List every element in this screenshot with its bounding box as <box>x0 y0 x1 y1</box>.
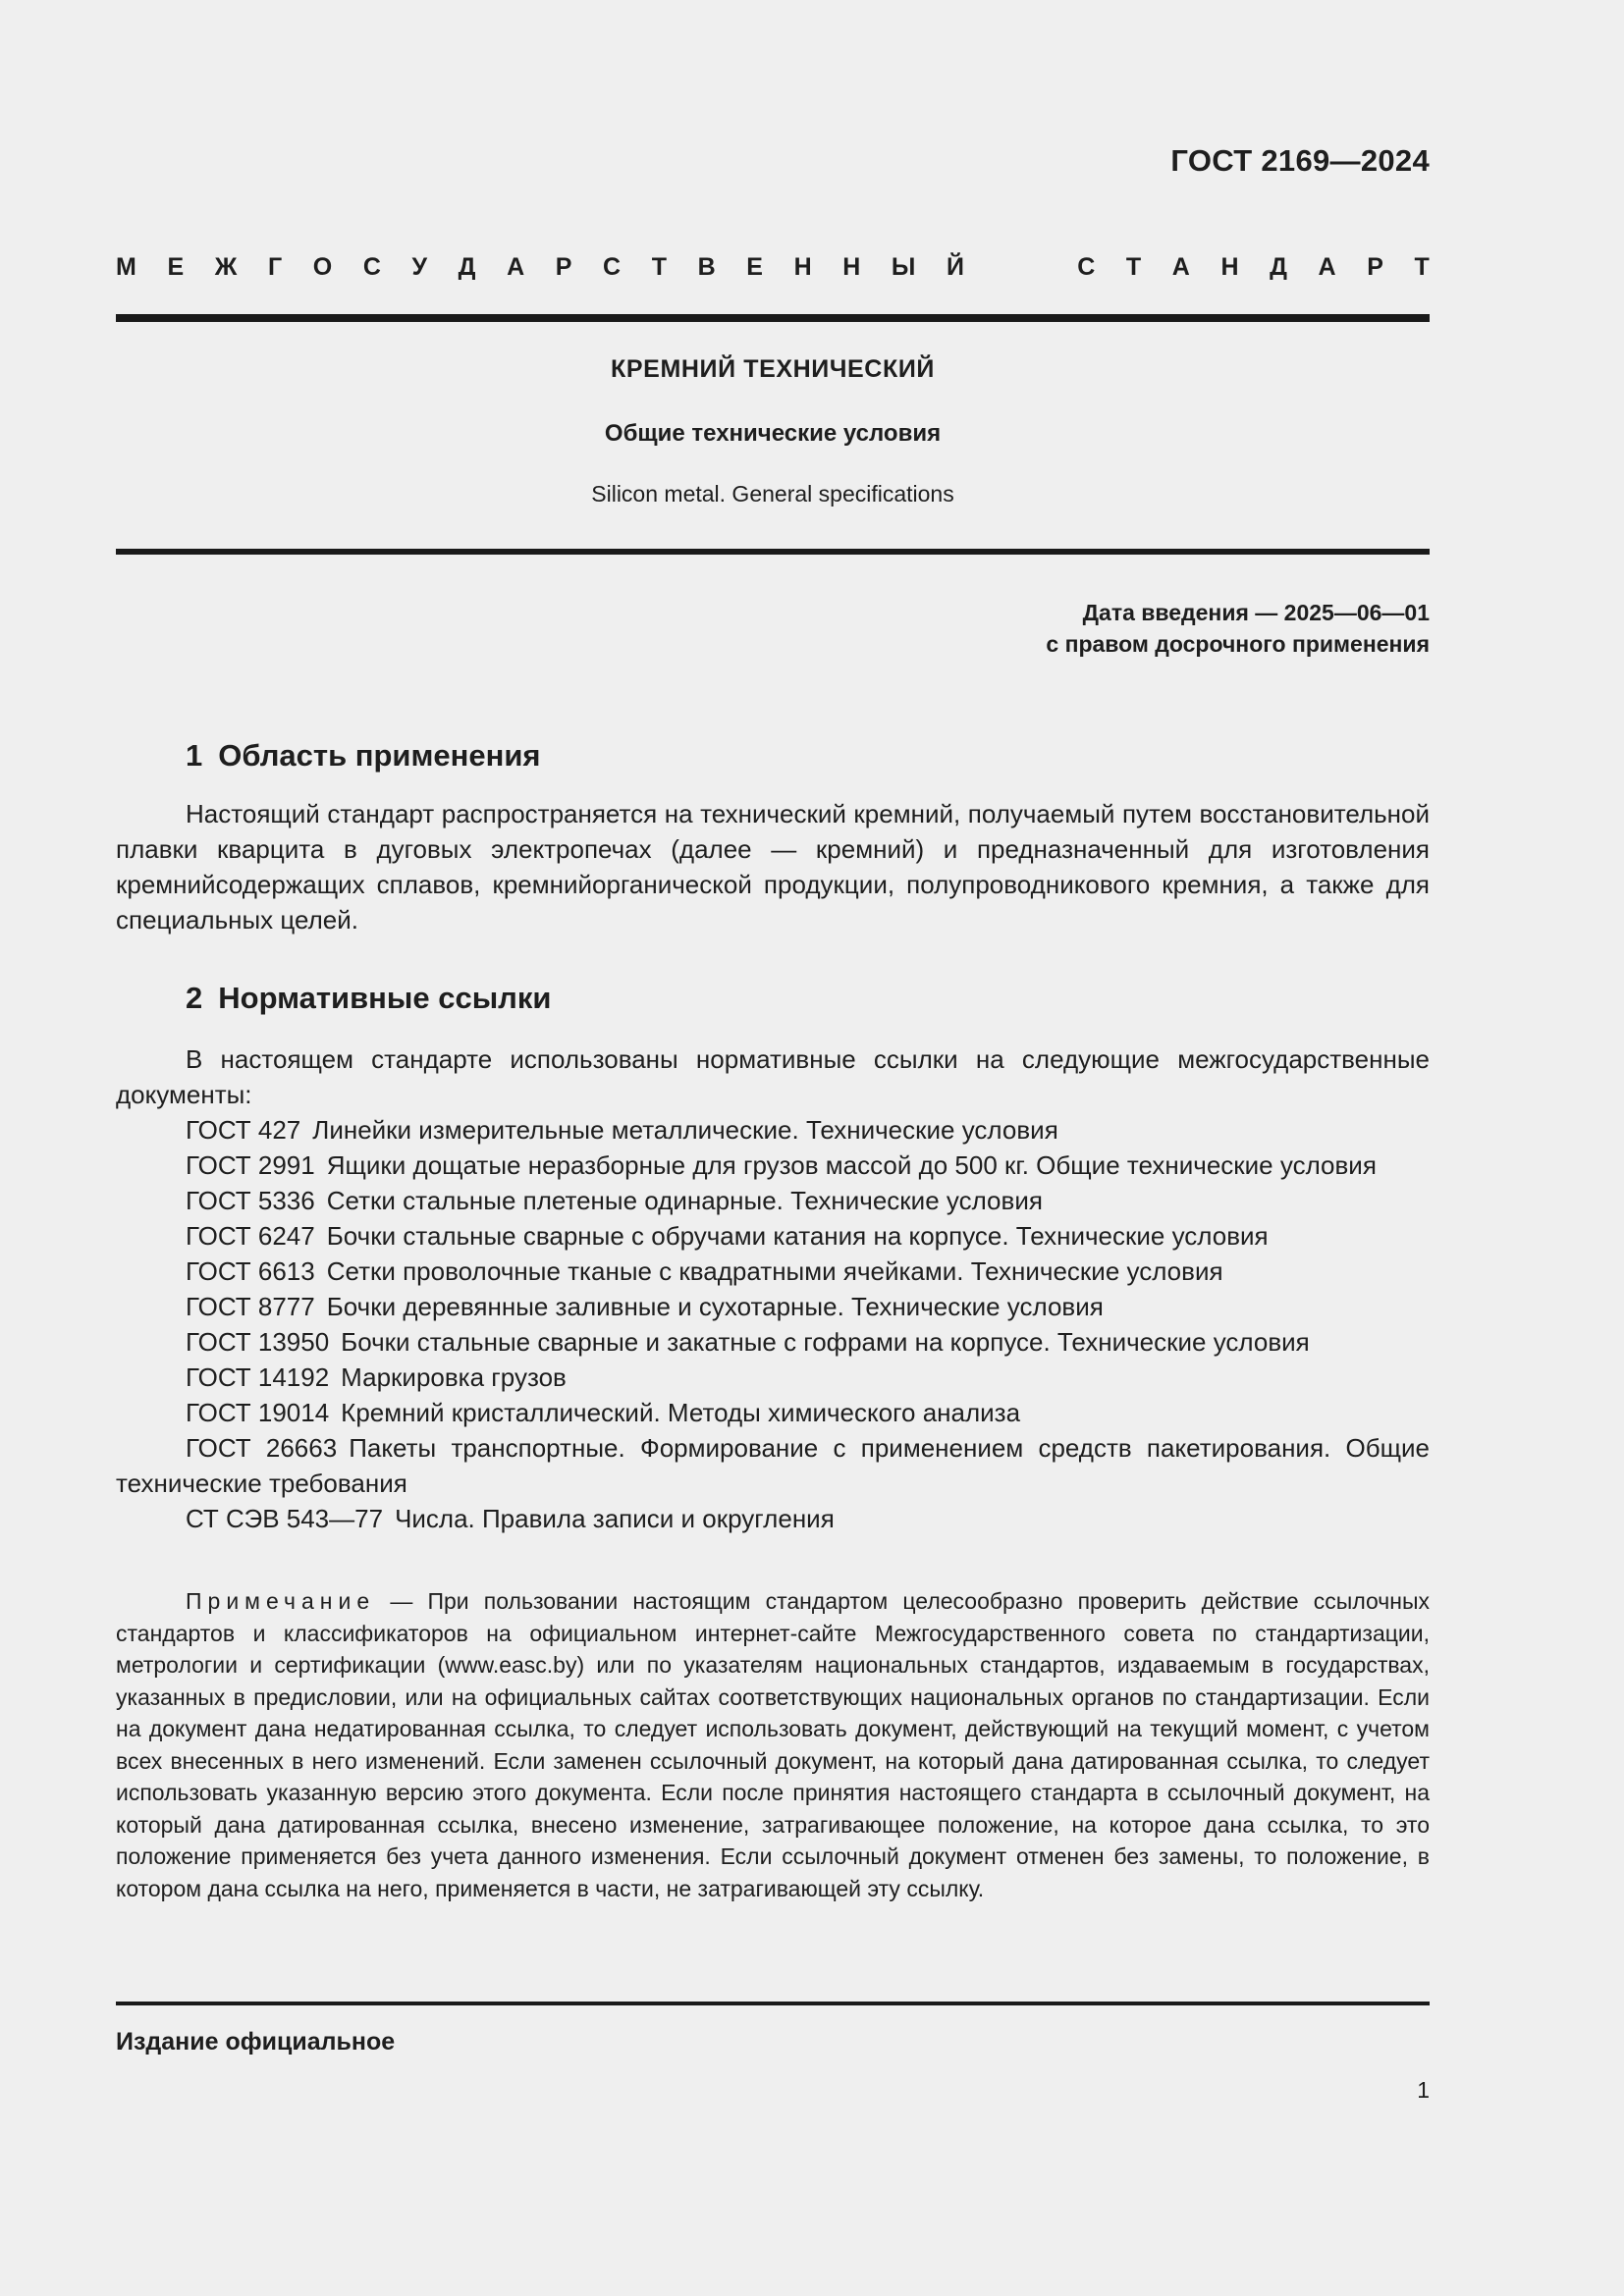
section-body <box>116 1041 1430 1112</box>
letter: Т <box>1414 253 1430 281</box>
reference-code: ГОСТ 19014 <box>186 1398 330 1427</box>
reference-title: Ящики дощатые неразборные для грузов массой до 500 кг. Общие технические условия <box>326 1150 1377 1180</box>
introduction-date <box>1046 597 1430 660</box>
reference-code: ГОСТ 8777 <box>186 1292 315 1321</box>
reference-code: ГОСТ 13950 <box>186 1327 330 1357</box>
letter: В <box>697 253 716 281</box>
document-subtitle: Общие технические условия <box>604 420 942 447</box>
page-number: 1 <box>1417 2077 1430 2103</box>
word-gap <box>996 253 1047 282</box>
letter: У <box>411 253 428 281</box>
list-item <box>116 1430 1430 1501</box>
paragraph: В настоящем стандарте использованы нормативные ссылки на следующие межгосударственные документы: <box>116 1044 1430 1109</box>
letter: О <box>312 253 333 281</box>
list-item <box>116 1289 1430 1324</box>
document-title-english: Silicon metal. General specifications <box>591 481 954 507</box>
letter: Н <box>793 253 812 281</box>
list-item <box>116 1112 1430 1148</box>
reference-title: Сетки проволочные тканые с квадратными ячейками. Технические условия <box>326 1256 1223 1286</box>
list-item <box>116 1395 1430 1430</box>
letter: С <box>362 253 381 281</box>
letter: С <box>1077 253 1096 281</box>
reference-code: ГОСТ 14192 <box>186 1362 330 1392</box>
letter: Д <box>458 253 476 281</box>
list-item <box>116 1148 1430 1183</box>
letter: Ж <box>214 253 238 281</box>
reference-code: ГОСТ 6247 <box>186 1221 315 1251</box>
letter: Е <box>746 253 763 281</box>
section-heading <box>186 738 541 774</box>
note <box>116 1585 1430 1904</box>
letter: Т <box>1125 253 1142 281</box>
letter: Ы <box>891 253 916 281</box>
reference-code: ГОСТ 427 <box>186 1115 301 1145</box>
section-title: Нормативные ссылки <box>218 981 552 1015</box>
section-title: Область применения <box>218 738 541 773</box>
reference-title: Кремний кристаллический. Методы химического анализа <box>341 1398 1021 1427</box>
title-divider <box>116 549 1430 555</box>
reference-code: ГОСТ 26663 <box>186 1433 338 1463</box>
reference-title: Числа. Правила записи и округления <box>395 1504 835 1533</box>
letter: А <box>507 253 525 281</box>
letter: Д <box>1270 253 1287 281</box>
section-body <box>116 796 1430 937</box>
reference-title: Пакеты транспортные. Формирование с применением средств пакетирования. Общие технические требования <box>116 1433 1430 1498</box>
letter: Й <box>947 253 964 281</box>
reference-code: СТ СЭВ 543—77 <box>186 1504 384 1533</box>
paragraph: Настоящий стандарт распространяется на технический кремний, получаемый путем восстановительной плавки кварцита в дуговых электропечах (далее — кремний) и предназначенный для изготовления кремнийсодержащих сплавов, кремнийорганической продукции, полупроводникового кремния, а также для специальных целей. <box>116 799 1430 934</box>
letter: А <box>1171 253 1190 281</box>
letter: Р <box>555 253 572 281</box>
list-item <box>116 1501 1430 1536</box>
letter: С <box>603 253 622 281</box>
list-item <box>116 1183 1430 1218</box>
reference-title: Сетки стальные плетеные одинарные. Технические условия <box>326 1186 1043 1215</box>
document-title: КРЕМНИЙ ТЕХНИЧЕСКИЙ <box>611 355 935 383</box>
letter: Т <box>651 253 667 281</box>
letter: А <box>1318 253 1336 281</box>
reference-code: ГОСТ 2991 <box>186 1150 315 1180</box>
list-item <box>116 1360 1430 1395</box>
list-item <box>116 1254 1430 1289</box>
letter: Н <box>1220 253 1239 281</box>
letter: Е <box>167 253 185 281</box>
early-application-line: с правом досрочного применения <box>1046 631 1430 657</box>
list-item <box>116 1218 1430 1254</box>
section-number: 1 <box>186 738 203 773</box>
list-item <box>116 1324 1430 1360</box>
document-number: ГОСТ 2169—2024 <box>1170 143 1430 178</box>
letter: М <box>116 253 136 281</box>
note-text: — При пользовании настоящим стандартом целесообразно проверить действие ссылочных стандартов и классификаторов на официальном интернет-сайте Межгосударственного совета по стандартизации, метрологии и сертификации (www.easc.by) или по указателям национальных стандартов, издаваемым в государствах, указанных в предисловии, или на официальных сайтах соответствующих национальных органов по стандартизации. Если на документ дана недатированная ссылка, то следует использовать документ, действующий на текущий момент, с учетом всех внесенных в него изменений. Если заменен ссылочный документ, на который дана датированная ссылка, то следует использовать указанную версию этого документа. Если после принятия настоящего стандарта в ссылочный документ, на который дана датированная ссылка, внесено изменение, затрагивающее положение, на которое дана ссылка, то это положение применяется без учета данного изменения. Если ссылочный документ отменен без замены, то положение, в котором дана ссылка на него, применяется в части, не затрагивающей эту ссылку. <box>116 1588 1431 1901</box>
reference-title: Маркировка грузов <box>341 1362 567 1392</box>
letter: Р <box>1367 253 1383 281</box>
section-number: 2 <box>186 981 203 1015</box>
reference-title: Бочки деревянные заливные и сухотарные. Технические условия <box>326 1292 1104 1321</box>
reference-title: Бочки стальные сварные и закатные с гофрами на корпусе. Технические условия <box>341 1327 1310 1357</box>
reference-code: ГОСТ 5336 <box>186 1186 315 1215</box>
letter: Г <box>267 253 283 281</box>
introduction-date-line: Дата введения — 2025—06—01 <box>1082 600 1430 625</box>
reference-list <box>116 1112 1430 1536</box>
letter: Н <box>842 253 861 281</box>
edition-label: Издание официальное <box>116 2028 396 2056</box>
footer-divider <box>116 2002 1430 2005</box>
section-heading <box>186 981 551 1016</box>
header-divider <box>116 314 1430 322</box>
reference-code: ГОСТ 6613 <box>186 1256 315 1286</box>
reference-title: Линейки измерительные металлические. Технические условия <box>312 1115 1058 1145</box>
reference-title: Бочки стальные сварные с обручами катания на корпусе. Технические условия <box>326 1221 1269 1251</box>
note-label: Примечание <box>186 1588 376 1614</box>
standard-type-heading <box>116 253 1430 282</box>
